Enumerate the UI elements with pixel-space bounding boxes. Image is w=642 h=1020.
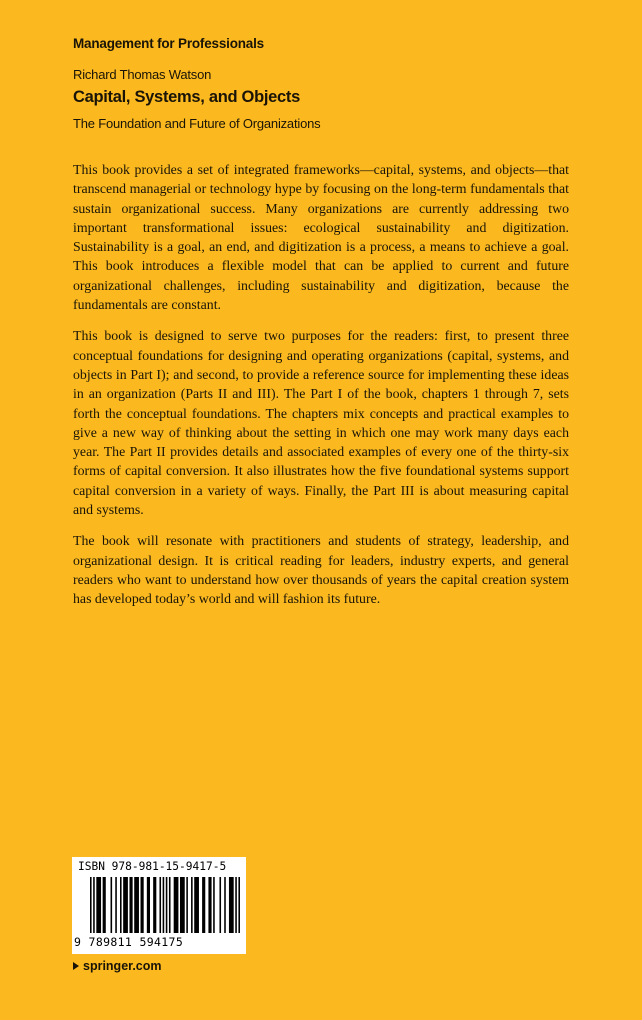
barcode-bar-13 [159,877,161,933]
description-paragraph-1: This book provides a set of integrated frameworks—capital, systems, and objects—that transcend managerial or technology hype by focusing on the long-term fundamentals that sustain organizational success. Many organizations are currently addressing two important transformational issues: ecological sustainability and digitization. Sustainability is a goal, an end, and digitization is a process, a means to achieve a goal. This book introduces a flexible model that can be applied to current and future organizational challenges, including sustainability and digitization, because the fundamentals are constant. [73,162,569,313]
barcode-bar-5 [115,877,117,933]
barcode-bar-11 [147,877,150,933]
barcode-bar-27 [229,877,234,933]
barcode-bar-29 [238,877,240,933]
barcode-bar-20 [191,877,193,933]
barcode-bar-19 [186,877,188,933]
barcode-bar-6 [120,877,122,933]
barcode-bar-17 [174,877,179,933]
barcode-bar-1 [93,877,95,933]
barcode-bar-21 [194,877,199,933]
barcode-bar-23 [208,877,211,933]
publisher-link[interactable] [73,959,162,973]
description-paragraph-3: The book will resonate with practitioners and students of strategy, leadership, and organizational design. It is critical reading for leaders, industry experts, and general readers who want to understand how over thousands of years the capital creation system has developed today’s world and will fashion its future. [73,533,569,607]
author-name: Richard Thomas Watson [73,67,212,82]
barcode-bar-25 [219,877,221,933]
arrow-right-icon [73,962,79,970]
barcode-bar-14 [163,877,165,933]
barcode-bar-0 [90,877,92,933]
book-subtitle: The Foundation and Future of Organizations [73,116,321,131]
ean-digits: 9 789811 594175 [74,935,184,949]
barcode-bar-26 [224,877,226,933]
description-paragraph-2: This book is designed to serve two purposes for the readers: first, to present three conceptual foundations for designing and operating organizations (capital, systems, and objects in Part I); and second, to provide a reference source for implementing these ideas in an organization (Parts II and III). The Part I of the book, chapters 1 through 7, sets forth the conceptual foundations. The chapters mix concepts and practical examples to give a new way of thinking about the setting in which one may work many days each year. The Part II provides details and associated examples of every one of the thirty-six forms of capital conversion. It also illustrates how the five foundational systems support capital conversion in a variety of ways. Finally, the Part III is about measuring capital and systems. [73,328,569,518]
book-title: Capital, Systems, and Objects [73,88,300,106]
barcode-bar-18 [180,877,185,933]
barcode-bar-8 [129,877,132,933]
barcode-bar-12 [153,877,156,933]
barcode-bar-22 [202,877,205,933]
barcode-bar-16 [169,877,171,933]
barcode-bar-3 [103,877,106,933]
barcode-bar-9 [134,877,139,933]
isbn-barcode [72,857,246,954]
series-title: Management for Professionals [73,36,264,51]
isbn-label: ISBN 978-981-15-9417-5 [78,860,227,873]
barcode-bar-4 [111,877,113,933]
barcode-bar-7 [123,877,128,933]
barcode-bar-2 [96,877,101,933]
barcode-bar-28 [235,877,237,933]
barcode-bar-15 [166,877,168,933]
publisher-url: springer.com [83,959,162,973]
book-description [73,160,569,621]
barcode-bar-10 [141,877,144,933]
barcode-bar-24 [213,877,215,933]
barcode-bars [76,877,242,933]
